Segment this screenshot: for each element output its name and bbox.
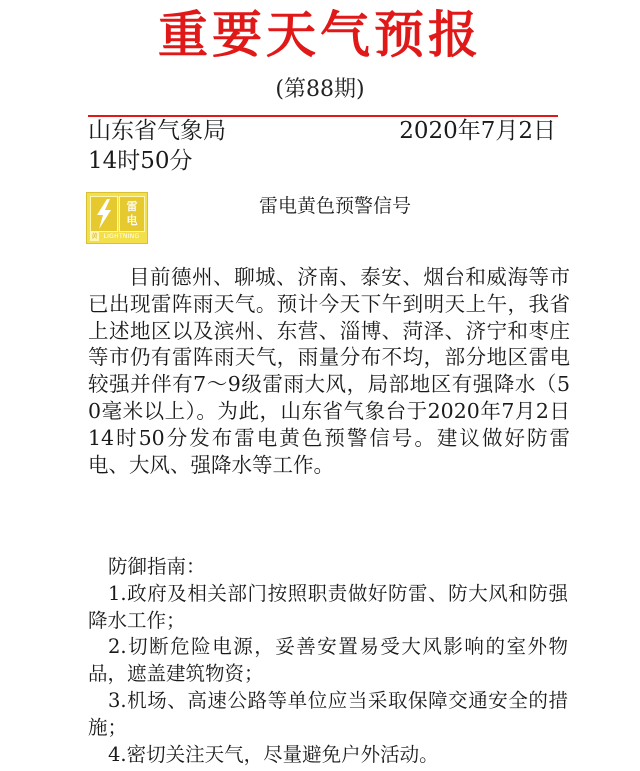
guide-item: 2.切断危险电源，妥善安置易受大风影响的室外物品，遮盖建筑物资； xyxy=(88,635,568,686)
badge-char-top: 雷 xyxy=(126,200,138,213)
defense-guide xyxy=(88,554,568,768)
issuing-agency: 山东省气象局 xyxy=(88,118,226,144)
badge-footer-level: 黄 xyxy=(91,233,98,240)
issue-time: 14时50分 xyxy=(88,148,193,174)
issue-number: (第88期) xyxy=(275,77,365,102)
badge-char-bottom: 电 xyxy=(126,214,138,227)
guide-item: 1.政府及相关部门按照职责做好防雷、防大风和防强降水工作； xyxy=(88,581,568,632)
guide-item: 3.机场、高速公路等单位应当采取保障交通安全的措施； xyxy=(88,688,568,739)
badge-footer xyxy=(90,232,144,241)
guide-item: 4.密切关注天气，尽量避免户外活动。 xyxy=(108,742,439,766)
document-title: 重要天气预报 xyxy=(158,6,482,64)
defense-guide-title: 防御指南： xyxy=(108,555,206,578)
forecast-body: 目前德州、聊城、济南、泰安、烟台和威海等市已出现雷阵雨天气。预计今天下午到明天上午，我省上述地区以及滨州、东营、淄博、菏泽、济宁和枣庄等市仍有雷阵雨天气，雨量分布不均，部分地区雷电较强并伴有7～9级雷雨大风，局部地区有强降水（50毫米以上）。为此，山东省气象台于2020年7月2日14时50分发布雷电黄色预警信号。建议做好防雷电、大风、强降水等工作。 xyxy=(88,265,570,477)
badge-footer-label: LIGHTNING xyxy=(103,233,140,240)
warning-signal-title: 雷电黄色预警信号 xyxy=(258,195,411,217)
issue-date: 2020年7月2日 xyxy=(399,118,556,144)
